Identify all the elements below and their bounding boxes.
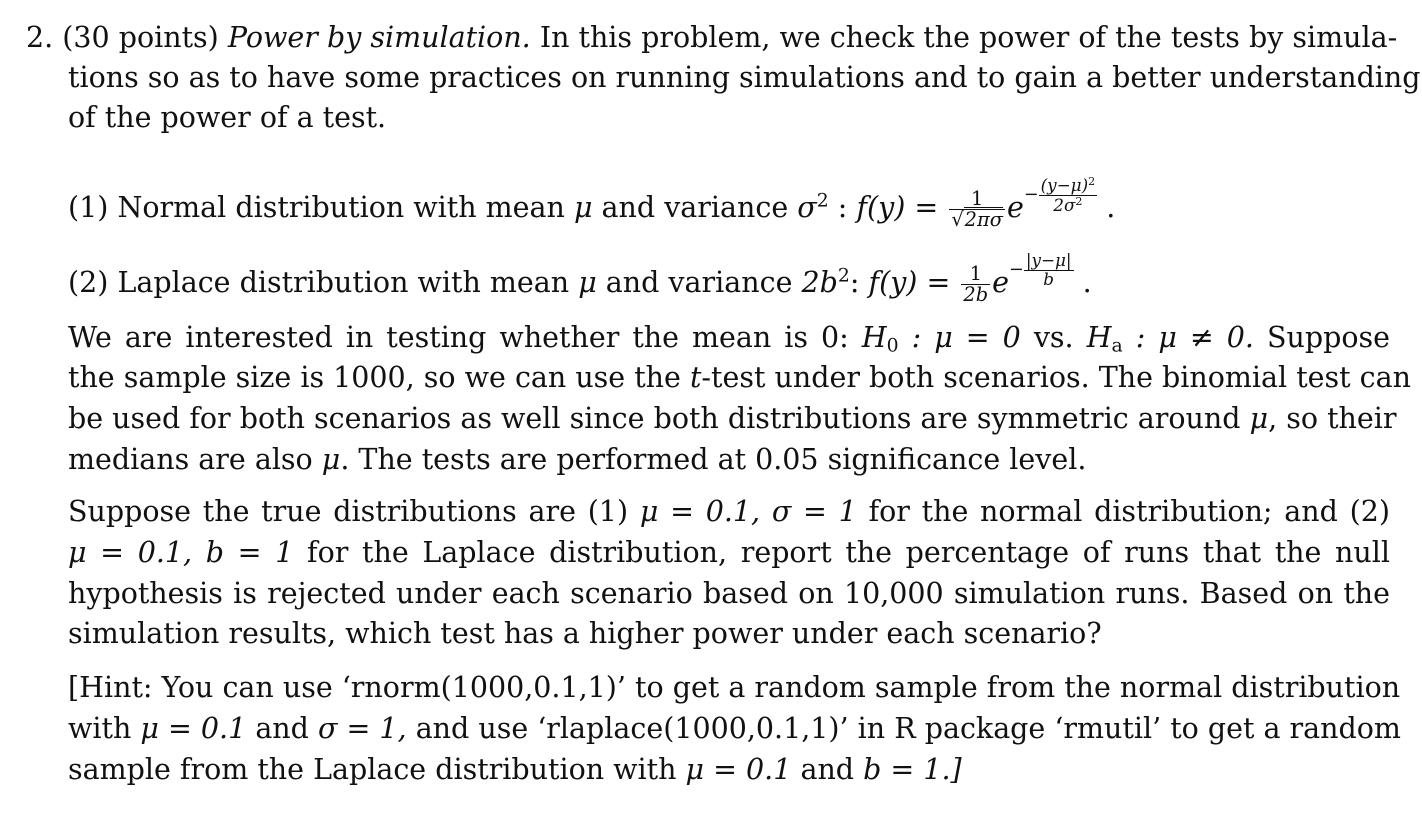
item2-e: e [992, 265, 1010, 299]
para2-l2b: for the Laplace distribution, report the percentage of runs that the null [307, 536, 1390, 569]
item1-exp-num: (y−μ) [1040, 175, 1089, 196]
item2-and-variance: and variance [605, 265, 793, 299]
para1-l2a: the sample size is 1000, so we can use the [68, 361, 681, 394]
problem-number: 2. [26, 21, 54, 54]
hint-line1 [68, 671, 1401, 710]
item1-e: e [1006, 190, 1024, 224]
ha-rel: : μ ≠ 0. [1135, 321, 1254, 354]
para1-l4a: medians are also [68, 443, 313, 476]
h0: H [861, 321, 887, 354]
hint-l2eq1: μ = 0.1 [140, 712, 247, 745]
hint-l3eq1: μ = 0.1 [685, 753, 792, 786]
para1-line2 [68, 361, 1411, 400]
hint-l3eq2: b = 1.] [863, 753, 962, 786]
item2-exp-den: b [1043, 268, 1055, 289]
problem-points: (30 points) [62, 21, 219, 54]
para1-line1 [68, 321, 1391, 360]
item1-text: Normal distribution with mean [117, 190, 565, 224]
item2-exponent: − $\frac{|y-\mu|}{b}$ [1009, 250, 1072, 289]
item2-frac-num: 1 [961, 264, 990, 285]
intro-line2: tions so as to have some practices on running simulations and to gain a better understanding [68, 61, 1421, 94]
para1-l3: be used for both scenarios as well since both distributions are symmetric around [68, 402, 1241, 435]
item1-label: (1) [68, 190, 109, 224]
para1-l3b: , so their [1268, 402, 1397, 435]
item2-variance: 2b [801, 265, 838, 299]
para2-l1eq: μ = 0.1, σ = 1 [639, 495, 857, 528]
item-laplace: (2) Laplace distribution with mean μ and variance $2b^2$: f(y) = $\frac{1}{2b}$ e− $\frac{|y-\mu|}{b}$ . [68, 250, 1092, 306]
hint-l3a: sample from the Laplace distribution with [68, 753, 677, 786]
item1-frac-num: 1 [949, 189, 1005, 210]
para1-line3: be used for both scenarios as well since both distributions are symmetric around μ, so their [68, 402, 1397, 435]
para1-l1a: We are interested in testing whether the mean is 0: [68, 321, 849, 354]
para2-l2eq: μ = 0.1, b = 1 [68, 536, 294, 569]
para1-t: t [689, 361, 702, 394]
para2-line1 [68, 495, 1390, 534]
problem-title: Power by simulation. [227, 21, 531, 54]
item2-frac [961, 261, 990, 306]
para1-line4: medians are also μ. The tests are performed at 0.05 significance level. [68, 443, 1087, 476]
intro-line1: In this problem, we check the power of the tests by simula- [539, 21, 1398, 54]
hint-l3and: and [800, 753, 855, 786]
para1-suppose: Suppose [1266, 321, 1391, 354]
item1-exp-den: 2σ [1053, 194, 1076, 215]
hint-line3 [68, 753, 962, 786]
item1-formula-lhs: f(y) = [856, 190, 939, 224]
hint-l2a: with [68, 712, 132, 745]
item1-frac: $\frac{1}{√2\pi\sigma}$ [951, 186, 1003, 231]
para1-l2b: -test under both scenarios. The binomial test can [701, 361, 1411, 394]
para1-l4b: . The tests are performed at 0.05 significance level. [340, 443, 1087, 476]
hint-l2b: and use ‘rlaplace(1000,0.1,1)’ in R package ‘rmutil’ to get a random [415, 712, 1401, 745]
h0-rel: : μ = 0 [911, 321, 1021, 354]
hint-l2eq2: σ = 1, [317, 712, 407, 745]
item1-and-variance: and variance [601, 190, 789, 224]
ha: H [1086, 321, 1112, 354]
hint-l2and: and [255, 712, 309, 745]
item2-exp-num: |y−μ| [1025, 250, 1072, 270]
item2-label: (2) [68, 265, 109, 299]
para2-line3: hypothesis is rejected under each scenario based on 10,000 simulation runs. Based on the [68, 577, 1390, 610]
item2-formula-lhs: f(y) = [868, 265, 951, 299]
item1-exponent: − $\frac{(y-\mu)^2}{2\sigma^2}$ [1023, 175, 1096, 215]
hint-l1: [Hint: You can use ‘rnorm(1000,0.1,1)’ to get a random sample from the normal distribution [68, 671, 1401, 704]
para1-vs: vs. [1033, 321, 1074, 354]
item2-text: Laplace distribution with mean [117, 265, 570, 299]
h0-sub: 0 [886, 335, 899, 357]
para2-line4: simulation results, which test has a higher power under each scenario? [68, 617, 1102, 650]
item2-frac-den: 2b [963, 282, 989, 306]
hint-line2 [68, 712, 1401, 751]
item1-frac-den: 2πσ [964, 207, 1003, 231]
para2-line2 [68, 536, 1390, 575]
item-normal: (1) Normal distribution with mean μ and variance $\sigma^2$ : f(y) = $\frac{1}{√2\pi\sigma}$ e− $\frac{(y-\mu)^2}{2\sigma^2}$ . [68, 175, 1116, 231]
ha-sub: a [1111, 335, 1123, 357]
para2-l1b: for the normal distribution; and (2) [868, 495, 1390, 528]
para2-l1a: Suppose the true distributions are (1) [68, 495, 629, 528]
intro-line3: of the power of a test. [68, 101, 387, 134]
problem-header [26, 21, 1398, 54]
